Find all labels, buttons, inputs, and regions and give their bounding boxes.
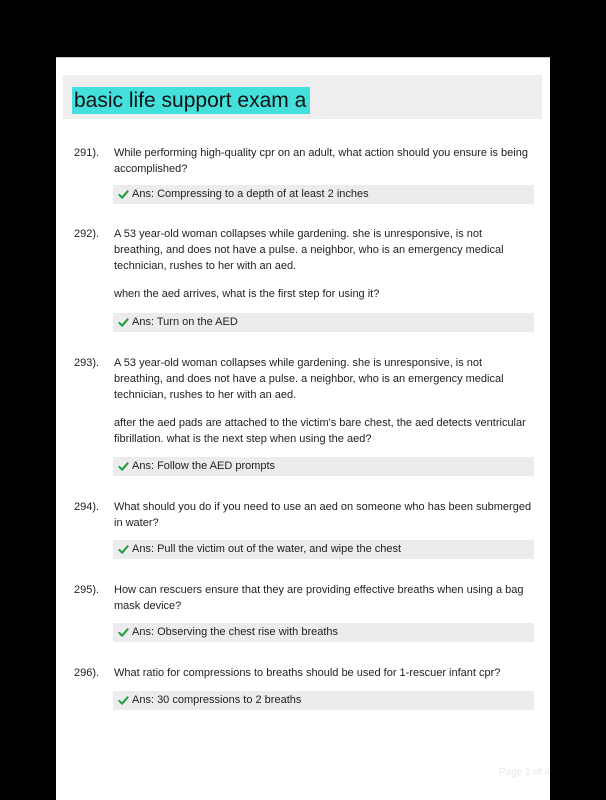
page-number: Page 1 of 4	[498, 767, 550, 778]
page-divider	[56, 57, 550, 58]
checkmark-icon	[118, 461, 129, 472]
question-paragraph: What ratio for compressions to breaths should be used for 1-rescuer infant cpr?	[114, 667, 501, 679]
checkmark-icon	[118, 627, 129, 638]
question-paragraph: What should you do if you need to use an aed on someone who has been submerged in water?	[114, 501, 532, 529]
question-paragraph: A 53 year-old woman collapses while gardening. she is unresponsive, is not breathing, and does not have a pulse. a neighbor, who is an emergency medical technician, rushes to her with an aed.	[114, 357, 504, 401]
answer-text: Ans: Turn on the AED	[132, 316, 238, 328]
answer-text: Ans: Pull the victim out of the water, and wipe the chest	[132, 543, 402, 555]
question-number: 295).	[74, 584, 100, 596]
question-text	[114, 582, 534, 614]
question-paragraph: A 53 year-old woman collapses while gardening. she is unresponsive, is not breathing, and does not have a pulse. a neighbor, who is an emergency medical technician, rushes to her with an aed.	[114, 228, 504, 272]
checkmark-icon	[118, 189, 129, 200]
question-number: 293).	[74, 357, 100, 369]
title-banner	[63, 75, 542, 119]
question-text	[114, 145, 534, 177]
answer-box	[113, 185, 534, 204]
answer-box	[113, 313, 534, 332]
answer-box	[113, 540, 534, 559]
answer-box	[113, 457, 534, 476]
question-paragraph: How can rescuers ensure that they are providing effective breaths when using a bag mask device?	[114, 584, 524, 612]
question-number: 296).	[74, 667, 100, 679]
question-paragraph: when the aed arrives, what is the first step for using it?	[114, 288, 380, 300]
question-text	[114, 355, 534, 447]
answer-text: Ans: Observing the chest rise with breaths	[132, 626, 339, 638]
answer-box	[113, 691, 534, 710]
question-number: 291).	[74, 147, 100, 159]
question-paragraph: While performing high-quality cpr on an adult, what action should you ensure is being accomplished?	[114, 147, 528, 175]
question-text	[114, 665, 534, 681]
page-title: basic life support exam a	[72, 87, 310, 114]
question-text	[114, 499, 534, 531]
answer-box	[113, 623, 534, 642]
answer-text: Ans: Follow the AED prompts	[132, 460, 276, 472]
checkmark-icon	[118, 695, 129, 706]
checkmark-icon	[118, 544, 129, 555]
question-number: 294).	[74, 501, 100, 513]
question-number: 292).	[74, 228, 100, 240]
answer-text: Ans: Compressing to a depth of at least 2 inches	[132, 188, 369, 200]
answer-text: Ans: 30 compressions to 2 breaths	[132, 694, 302, 706]
document-page	[56, 57, 550, 800]
checkmark-icon	[118, 317, 129, 328]
question-paragraph: after the aed pads are attached to the victim's bare chest, the aed detects ventricular fibrillation. what is the next step when using the aed?	[114, 417, 526, 445]
question-text	[114, 226, 534, 302]
